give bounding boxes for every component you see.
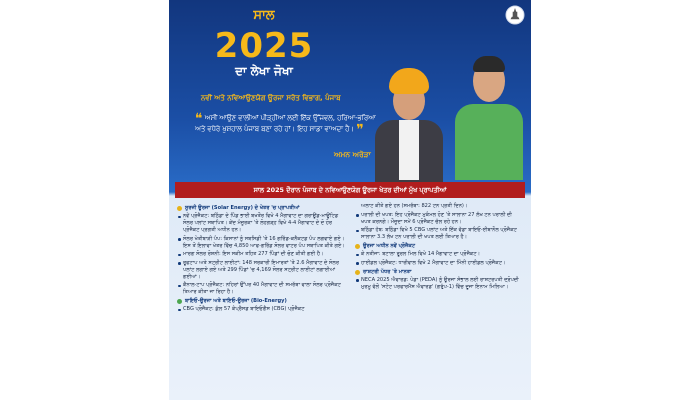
list-item: ਨਵੇਂ ਪ੍ਰੋਜੈਕਟ: ਬਠਿੰਡਾ ਦੇ ਪਿੰਡ ਭਾਈ ਬਖਤੌਰ ਵਿਖੇ 4 ਮੈਗਾਵਾਟ ਦਾ ਗਰਾਊਂਡ-ਮਾਊਂਟਿਡ ਸੋਲਰ ਪਲਾਂਟ ਸਥਾਪਿਤ। ਕੇਂਦ ਮੰਜੂਰਕਾ 'ਤੇ ਲੋਹਗੜ੍ਹ ਵਿਖੇ 4-4 ਮੈਗਾਵਾਟ ਦੇ ਦੋ ਹੋਰ ਪ੍ਰੋਜੈਕਟ ਪ੍ਰਗਤੀ ਅਧੀਨ ਹਨ। [177, 213, 345, 234]
government-emblem-icon [505, 5, 525, 25]
recognition-section-title: ਰਾਸ਼ਟਰੀ ਪੱਧਰ 'ਤੇ ਮਾਨਤਾ [363, 268, 412, 275]
achievements-banner: ਸਾਲ 2025 ਦੌਰਾਨ ਪੰਜਾਬ ਦੇ ਨਵਿਆਉਣਯੋਗ ਊਰਜਾ ਖੇਤਰ ਦੀਆਂ ਮੁੱਖ ਪ੍ਰਾਪਤੀਆਂ [175, 182, 525, 198]
new-projects-section-heading [355, 243, 523, 250]
solar-section-heading [177, 205, 345, 212]
chief-minister-photo [369, 60, 449, 180]
list-item: ਬਠਿੰਡਾ ਹੱਬ: ਬਠਿੰਡਾ ਵਿਖੇ 5 CBG ਪਲਾਂਟ ਅਤੇ ਇੱਕ ਵੱਡਾ ਬਾਇਓ-ਈਥਾਨੌਲ ਪ੍ਰੋਜੈਕਟ ਸਾਲਾਨਾ 3.3 ਲੱਖ ਟਨ ਪਰਾਲੀ ਦੀ ਖਪਤ ਲਈ ਤਿਆਰ ਹੈ। [355, 227, 523, 241]
list-item: ਰੂਫਟਾਪ ਅਤੇ ਸਟ੍ਰੀਟ ਲਾਈਟਾਂ: 148 ਸਰਕਾਰੀ ਇਮਾਰਤਾਂ 'ਤੇ 2.6 ਮੈਗਾਵਾਟ ਦੇ ਸੋਲਰ ਪਲਾਂਟ ਲਗਾਏ ਗਏ ਅਤੇ 299 ਪਿੰਡਾਂ 'ਚ 4,169 ਸੋਲਰ ਸਟ੍ਰੀਟ ਲਾਈਟਾਂ ਲਗਾਈਆਂ ਗਈਆਂ। [177, 260, 345, 281]
quote-author: ਅਮਨ ਅਰੋੜਾ [334, 150, 371, 159]
list-item: ਅਲਾਟ ਕੀਤੇ ਗਏ ਹਨ (ਸਮਰੱਥਾ: 822 ਟਨ ਪ੍ਰਤੀ ਦਿਨ)। [361, 203, 468, 209]
minister-photo [451, 46, 527, 176]
bioenergy-section-heading [177, 298, 345, 305]
quote-open-icon: ❝ [195, 111, 203, 127]
list-item: NECA 2025 ਐਵਾਰਡ: ਪੇਡਾ (PEDA) ਨੂੰ ਊਰਜਾ ਸੰਭਾਲ ਲਈ ਰਾਸ਼ਟਰਪਤੀ ਦ੍ਰੋਪਦੀ ਮੁਰਮੂ ਵੱਲੋਂ 'ਸਟੇਟ ਪਰਫਾਰਮੈਂਸ ਐਵਾਰਡ' (ਗਰੁੱਪ-1) ਵਿੱਚ ਦੂਜਾ ਇਨਾਮ ਮਿਲਿਆ। [355, 277, 523, 291]
bioenergy-section-title: ਬਾਇਓ-ਊਰਜਾ ਅਤੇ ਬਾਇਓ-ਊਰਜਾ (Bio-Energy) [185, 298, 287, 304]
quote-text: ਅਸੀਂ ਆਉਣ ਵਾਲੀਆਂ ਪੀੜ੍ਹੀਆਂ ਲਈ ਇੱਕ ਉੱਜਵਲ, ਹਰਿਆ-ਭਰਿਆ ਅਤੇ ਵਧੇਰੇ ਖੁਸ਼ਹਾਲ ਪੰਜਾਬ ਬਣਾ ਰਹੇ ਹਾਂ। ਇਹ ਸਾਡਾ ਵਾਅਦਾ ਹੈ। [195, 114, 376, 133]
list-item: ਹਾਈਡਲ ਪ੍ਰੋਜੈਕਟ: ਧਾਰੀਵਾਲ ਵਿਖੇ 2 ਮੈਗਾਵਾਟ ਦਾ ਮਿੰਨੀ ਹਾਈਡਲ ਪ੍ਰੋਜੈਕਟ। [355, 260, 523, 267]
list-item: ਕੈਨਾਲ-ਟਾਪ ਪ੍ਰੋਜੈਕਟ: ਨਹਿਰਾਂ ਉੱਪਰ 40 ਮੈਗਾਵਾਟ ਦੀ ਸਮਰੱਥਾ ਵਾਲਾ ਸੋਲਰ ਪ੍ਰੋਜੈਕਟ ਤਿਆਰ ਕੀਤਾ ਜਾ ਰਿਹਾ ਹੈ। [177, 282, 345, 296]
new-projects-section-title: ਊਰਜਾ ਅਧੀਨ ਨਵੇਂ ਪ੍ਰੋਜੈਕਟ [363, 243, 416, 249]
left-achievements-column [177, 203, 345, 315]
list-item: ਸੋਲਰ ਖੇਤੀਬਾੜੀ ਪੰਪ: ਕਿਸਾਨਾਂ ਨੂੰ ਸਬਸਿਡੀ 'ਤੇ 16 ਗਰਿੱਡ-ਕਨੈਕਟਡ ਪੰਪ ਲਗਵਾਏ ਗਏ। ਇਸ ਤੋਂ ਇਲਾਵਾ ਖੇਤਰ ਵਿੱਚ 4,850 ਆਫ-ਗਰਿੱਡ ਸੋਲਰ ਵਾਟਰ ਪੰਪ ਸਥਾਪਿਤ ਕੀਤੇ ਗਏ। [177, 236, 345, 250]
headline-year: 2025 [214, 26, 314, 66]
headline-subtitle: ਦਾ ਲੇਖਾ ਜੋਖਾ [235, 64, 293, 78]
right-achievements-column [355, 203, 523, 292]
trophy-icon [355, 270, 360, 275]
list-item: ਕੇ ਨਤੀਜਾ: ਬਟਾਲਾ ਰੂਰਲ ਮਿਲ ਵਿਖੇ 14 ਮੈਗਾਵਾਟ ਦਾ ਪ੍ਰੋਜੈਕਟ। [355, 251, 523, 258]
department-name: ਨਵੀਂ ਅਤੇ ਨਵਿਆਉਣਯੋਗ ਊਰਜਾ ਸਰੋਤ ਵਿਭਾਗ, ਪੰਜਾਬ [201, 94, 341, 102]
list-item: ਪਰਾਲੀ ਦੀ ਖਪਤ: ਇਹ ਪ੍ਰੋਜੈਕਟ ਮੁਕੰਮਲ ਹੋਣ 'ਤੇ ਸਾਲਾਨਾ 27 ਲੱਖ ਟਨ ਪਰਾਲੀ ਦੀ ਖਪਤ ਕਰਨਗੇ। ਮੌਜੂਦਾ ਸਮੇਂ 6 ਪ੍ਰੋਜੈਕਟ ਚੱਲ ਰਹੇ ਹਨ। [355, 212, 523, 226]
list-item: CBG ਪ੍ਰੋਜੈਕਟ: ਕੁੱਲ 57 ਕੰਪ੍ਰੈਸਡ ਬਾਇਓਗੈਸ (CBG) ਪ੍ਰੋਜੈਕਟ [177, 306, 345, 313]
solar-section-title: ਸੂਰਜੀ ਊਰਜਾ (Solar Energy) ਦੇ ਖੇਤਰ 'ਚ ਪ੍ਰਾਪਤੀਆਂ [185, 205, 300, 211]
recognition-section-heading [355, 269, 523, 276]
list-item: ਮਾਰਗ ਸੋਲਰ ਰੋਸ਼ਨੀ: ਇਸ ਸਕੀਮ ਤਹਿਤ 277 ਪਿੰਡਾਂ ਦੀ ਚੋਣ ਕੀਤੀ ਗਈ ਹੈ। [177, 251, 345, 258]
sun-icon [177, 206, 182, 211]
year-review-poster [169, 0, 531, 400]
quote-close-icon: ❞ [356, 121, 364, 138]
leaf-icon [177, 299, 182, 304]
bolt-icon [355, 244, 360, 249]
headline-sal: ਸਾਲ [253, 8, 275, 23]
minister-quote [195, 111, 380, 138]
